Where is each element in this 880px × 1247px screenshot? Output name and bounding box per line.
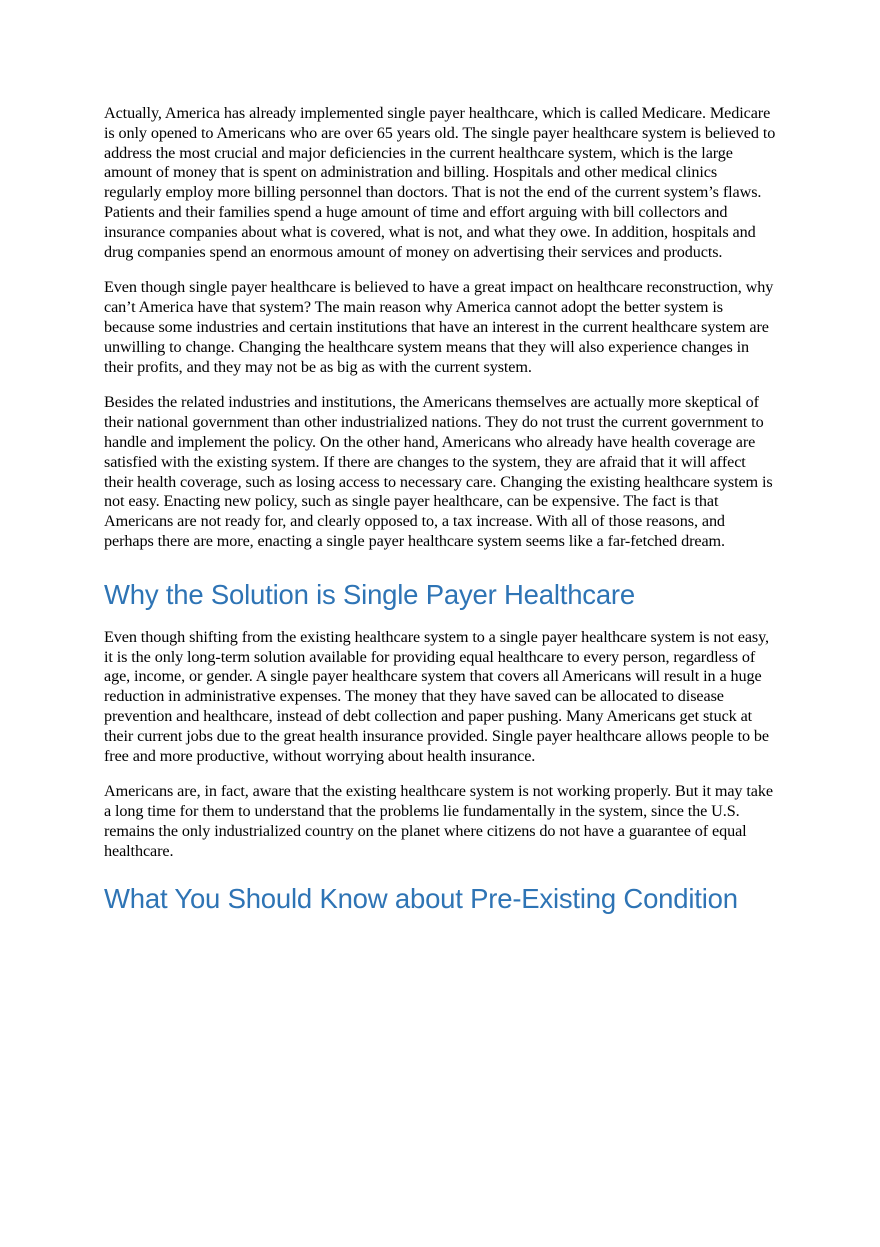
paragraph-skepticism: Besides the related industries and institutions, the Americans themselves are actually more skeptical of their national government than other industrialized nations. They do not trust the current government to handle and implement the policy. On the other hand, Americans who already have health coverage are satisfied with the existing system. If there are changes to the system, they are afraid that it will affect their health coverage, such as losing access to necessary care. Changing the existing healthcare system is not easy. Enacting new policy, such as single payer healthcare, can be expensive. The fact is that Americans are not ready for, and clearly opposed to, a tax increase. With all of those reasons, and perhaps there are more, enacting a single payer healthcare system seems like a far-fetched dream.	[104, 393, 773, 550]
paragraph-awareness: Americans are, in fact, aware that the existing healthcare system is not working properly. But it may take a long time for them to understand that the problems lie fundamentally in the system, since the U.S. remains the only industrialized country on the planet where citizens do not have a guarantee of equal healthcare.	[104, 782, 773, 860]
paragraph-why-not-adopted: Even though single payer healthcare is believed to have a great impact on healthcare reconstruction, why can’t America have that system? The main reason why America cannot adopt the better system is because some industries and certain institutions that have an interest in the current healthcare system are unwilling to change. Changing the healthcare system means that they will also experience changes in their profits, and they may not be as big as with the current system.	[104, 278, 774, 376]
paragraph-medicare: Actually, America has already implemented single payer healthcare, which is called Medicare. Medicare is only opened to Americans who are over 65 years old. The single payer healthcare system is believed to address the most crucial and major deficiencies in the current healthcare system, which is the large amount of money that is spent on administration and billing. Hospitals and other medical clinics regularly employ more billing personnel than doctors. That is not the end of the current system’s flaws. Patients and their families spend a huge amount of time and effort arguing with bill collectors and insurance companies about what is covered, what is not, and what they owe. In addition, hospitals and drug companies spend an enormous amount of money on advertising their services and products.	[104, 104, 776, 261]
section-heading-preexisting: What You Should Know about Pre-Existing Condition	[104, 882, 738, 914]
section-heading-solution: Why the Solution is Single Payer Healthcare	[104, 578, 635, 610]
paragraph-solution-benefits: Even though shifting from the existing healthcare system to a single payer healthcare system is not easy, it is the only long-term solution available for providing equal healthcare to every person, regardless of age, income, or gender. A single payer healthcare system that covers all Americans will result in a huge reduction in administrative expenses. The money that they have saved can be allocated to disease prevention and healthcare, instead of debt collection and paper pushing. Many Americans get stuck at their current jobs due to the great health insurance provided. Single payer healthcare allows people to be free and more productive, without worrying about health insurance.	[104, 627, 769, 765]
document-page	[104, 104, 776, 932]
